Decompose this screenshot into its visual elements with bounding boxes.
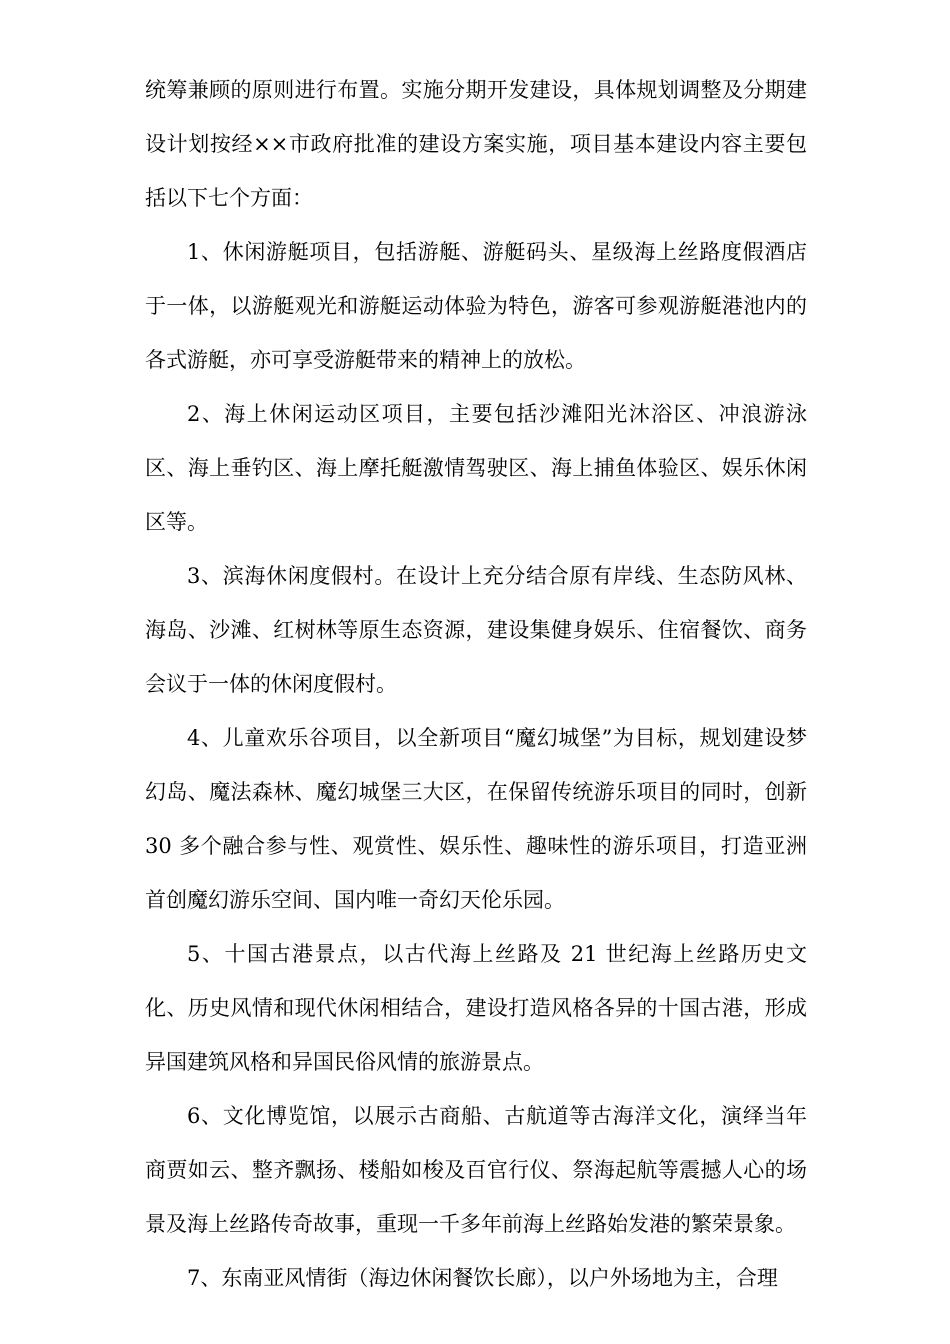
paragraph-item-1: 1、休闲游艇项目，包括游艇、游艇码头、星级海上丝路度假酒店于一体，以游艇观光和游艇运动体验为特色，游客可参观游艇港池内的各式游艇，亦可享受游艇带来的精神上的放松。 <box>145 240 807 372</box>
paragraph-item-3: 3、滨海休闲度假村。在设计上充分结合原有岸线、生态防风林、海岛、沙滩、红树林等原生态资源，建设集健身娱乐、住宿餐饮、商务会议于一体的休闲度假村。 <box>145 564 807 696</box>
document-page <box>145 63 807 1305</box>
paragraph-intro: 统筹兼顾的原则进行布置。实施分期开发建设，具体规划调整及分期建设计划按经××市政府批准的建设方案实施，项目基本建设内容主要包括以下七个方面： <box>145 78 807 210</box>
paragraph-item-7: 7、东南亚风情街（海边休闲餐饮长廊），以户外场地为主，合理 <box>187 1266 778 1290</box>
paragraph-item-2: 2、海上休闲运动区项目，主要包括沙滩阳光沐浴区、冲浪游泳区、海上垂钓区、海上摩托艇激情驾驶区、海上捕鱼体验区、娱乐休闲区等。 <box>145 402 807 534</box>
paragraph-item-5: 5、十国古港景点，以古代海上丝路及 21 世纪海上丝路历史文化、历史风情和现代休闲相结合，建设打造风格各异的十国古港，形成异国建筑风格和异国民俗风情的旅游景点。 <box>145 942 807 1074</box>
paragraph-item-4: 4、儿童欢乐谷项目，以全新项目“魔幻城堡”为目标，规划建设梦幻岛、魔法森林、魔幻城堡三大区，在保留传统游乐项目的同时，创新 30 多个融合参与性、观赏性、娱乐性、趣味性的游乐项目，打造亚洲首创魔幻游乐空间、国内唯一奇幻天伦乐园。 <box>145 726 807 912</box>
paragraph-item-6: 6、文化博览馆，以展示古商船、古航道等古海洋文化，演绎当年商贾如云、整齐飘扬、楼船如梭及百官行仪、祭海起航等震撼人心的场景及海上丝路传奇故事，重现一千多年前海上丝路始发港的繁荣景象。 <box>145 1104 807 1236</box>
